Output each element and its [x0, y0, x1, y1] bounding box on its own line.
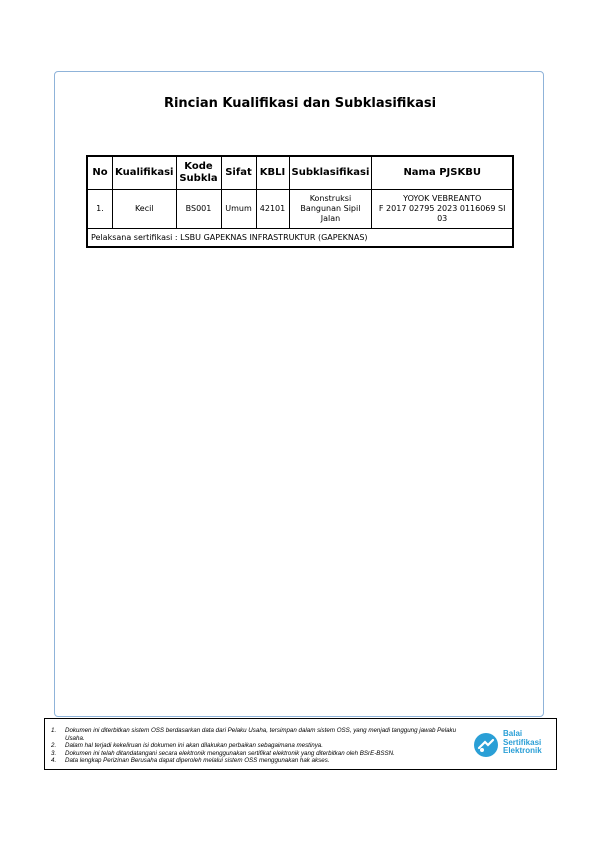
sub-line3: Jalan	[320, 214, 341, 223]
header-kode-line2: Subkla	[179, 173, 218, 184]
header-kualifikasi: Kualifikasi	[113, 156, 177, 190]
header-kode-subkla	[176, 156, 221, 190]
header-kode-line1: Kode	[184, 161, 213, 172]
cell-sifat: Umum	[221, 190, 256, 229]
header-sifat: Sifat	[221, 156, 256, 190]
sub-line2: Bangunan Sipil	[300, 204, 361, 213]
qualification-table	[86, 155, 514, 248]
header-nama-pjskbu: Nama PJSKBU	[372, 156, 513, 190]
header-subklasifikasi: Subklasifikasi	[289, 156, 372, 190]
cell-kualifikasi: Kecil	[113, 190, 177, 229]
note-item: 3. Dokumen ini telah ditandatangani secara elektronik menggunakan sertifikat elektronik yang diterbitkan oleh BSrE-BSSN.	[51, 749, 395, 757]
note-item: 4. Data lengkap Perizinan Berusaha dapat diperoleh melalui sistem OSS menggunakan hak akses.	[51, 757, 330, 765]
nama-line2: F 2017 02795 2023 0116069 SI 03	[378, 204, 506, 223]
bsre-emblem-icon	[473, 732, 499, 758]
page-title: Rincian Kualifikasi dan Subklasifikasi	[163, 96, 437, 111]
header-kbli: KBLI	[256, 156, 289, 190]
cell-subklasifikasi	[289, 190, 372, 229]
pelaksana-row	[87, 229, 513, 248]
cell-kbli: 42101	[256, 190, 289, 229]
footer-notes	[44, 718, 557, 770]
table-row	[87, 190, 513, 229]
cell-no: 1.	[87, 190, 113, 229]
cell-nama-pjskbu	[372, 190, 513, 229]
note-item: 2. Dalam hal terjadi kekeliruan isi dokumen ini akan dilakukan perbaikan sebagaimana mestinya.	[51, 742, 323, 750]
table-header-row	[87, 156, 513, 190]
pelaksana-sertifikasi: Pelaksana sertifikasi : LSBU GAPEKNAS INFRASTRUKTUR (GAPEKNAS)	[87, 229, 513, 248]
bsre-logo-text: Balai Sertifikasi Elektronik	[503, 729, 542, 755]
cell-kode: BS001	[176, 190, 221, 229]
header-no: No	[87, 156, 113, 190]
sub-line1: Konstruksi	[309, 194, 352, 203]
nama-line1: YOYOK VEBREANTO	[403, 194, 482, 203]
notes-list	[51, 727, 471, 765]
note-item: 1. Dokumen ini diterbitkan sistem OSS berdasarkan data dari Pelaku Usaha, tersimpan dalam sistem OSS, yang menjadi tanggung jawab Pelaku Usaha.	[51, 727, 457, 742]
bsre-logo	[473, 730, 553, 764]
